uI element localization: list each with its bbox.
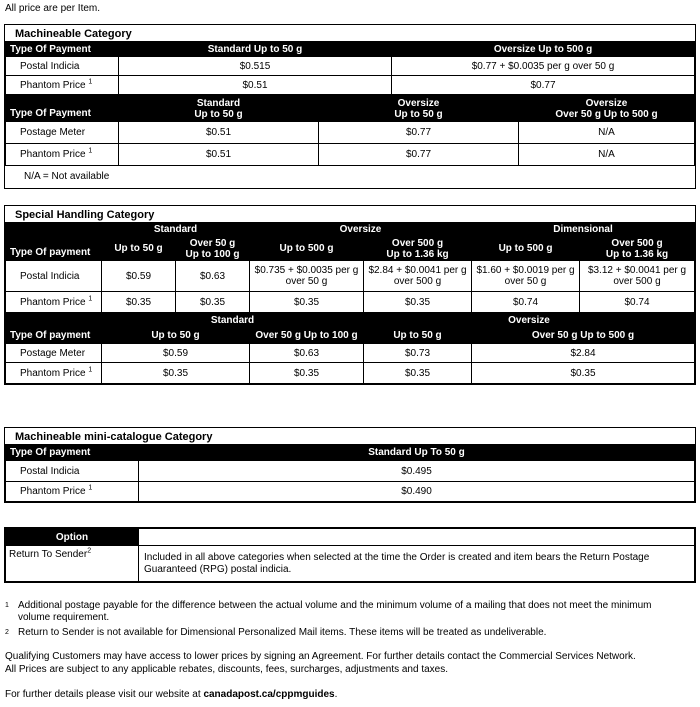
row-label: Phantom Price $^1$ [6,76,119,95]
header-type-of-payment: Type Of payment [6,314,102,344]
mini-catalogue-title: Machineable mini-catalogue Category [15,431,213,443]
price-cell: $0.74 [580,292,695,313]
price-cell: $0.35 [364,292,472,313]
price-cell: $0.515 [119,57,392,76]
header-over-500g: Over 500 g Up to 1.36 kg [580,237,695,261]
row-label: Postal Indicia [6,57,119,76]
price-cell: $0.51 [119,122,319,144]
price-cell: $0.35 [102,292,176,313]
price-cell: $0.35 [176,292,250,313]
website-link[interactable]: canadapost.ca/cppmguides [203,689,335,700]
price-cell: $0.63 [250,344,364,363]
header-oversize-over: Oversize Over 50 g Up to 500 g [519,96,695,122]
option-table [5,528,695,582]
special-table-1 [5,222,695,313]
machineable-table-2 [5,95,695,166]
price-cell: $0.35 [472,363,695,384]
header-over-50g: Over 50 g Up to 100 g [176,237,250,261]
price-cell: $0.77 [319,144,519,166]
header-over-500g: Over 500 g Up to 1.36 kg [364,237,472,261]
price-cell: $0.490 [139,482,695,502]
qualifying-note-2: All Prices are subject to any applicable rebates, discounts, fees, surcharges, adjustments and taxes. [5,664,449,675]
header-up-to-50g: Up to 50 g [102,328,250,344]
price-cell: $0.495 [139,461,695,482]
price-cell: $0.77 + $0.0035 per g over 50 g [392,57,695,76]
group-standard: Standard [102,314,364,328]
mini-catalogue-section [4,427,696,503]
price-cell: $0.35 [250,363,364,384]
option-section [4,527,696,583]
header-standard: Standard Up To 50 g [139,445,695,461]
header-type-of-payment: Type Of payment [6,223,102,261]
row-label: Phantom Price $^1$ [6,482,139,502]
header-type-of-payment: Type Of Payment [6,42,119,57]
intro-note: All price are per Item. [5,3,101,14]
price-cell: $0.59 [102,344,250,363]
header-over-50g-up-to-500g: Over 50 g Up to 500 g [472,328,695,344]
row-label: Postage Meter [6,122,119,144]
group-oversize: Oversize [364,314,695,328]
header-oversize: Oversize Up to 50 g [319,96,519,122]
header-oversize: Oversize Up to 500 g [392,42,695,57]
price-cell: $0.73 [364,344,472,363]
price-cell: $3.12 + $0.0041 per g over 500 g [580,261,695,292]
header-up-to-500g: Up to 500 g [472,237,580,261]
price-cell: $0.51 [119,144,319,166]
price-cell: $0.735 + $0.0035 per g over 50 g [250,261,364,292]
header-type-of-payment: Type Of payment [6,445,139,461]
price-cell: $0.35 [364,363,472,384]
qualifying-note-1: Qualifying Customers may have access to lower prices by signing an Agreement. For further details contact the Commercial Services Network. [5,651,636,662]
special-handling-section [4,205,696,385]
row-label: Postal Indicia [6,461,139,482]
price-cell: $0.35 [250,292,364,313]
group-dimensional: Dimensional [472,223,695,237]
price-cell: $0.77 [319,122,519,144]
row-label: Postage Meter [6,344,102,363]
header-standard: Standard Up to 50 g [119,42,392,57]
header-option: Option [6,529,139,546]
header-option-blank [139,529,695,546]
header-standard: Standard Up to 50 g [119,96,319,122]
footnote-2: 2 Return to Sender is not available for Dimensional Personalized Mail items. These items will be treated as undeliverable. [5,627,547,638]
na-note: N/A = Not available [24,171,110,182]
price-cell: $0.59 [102,261,176,292]
row-label: Phantom Price $^1$ [6,144,119,166]
price-cell: $0.35 [102,363,250,384]
header-up-to-50g: Up to 50 g [364,328,472,344]
price-cell: $0.77 [392,76,695,95]
group-oversize: Oversize [250,223,472,237]
group-standard: Standard [102,223,250,237]
header-up-to-50g: Up to 50 g [102,237,176,261]
header-up-to-500g: Up to 500 g [250,237,364,261]
machineable-title: Machineable Category [15,28,132,40]
price-cell: N/A [519,122,695,144]
header-type-of-payment: Type Of Payment [6,96,119,122]
row-label: Postal Indicia [6,261,102,292]
option-description: Included in all above categories when selected at the time the Order is created and item bears the Return Postage Guaranteed (RPG) postal indicia. [139,546,695,582]
price-cell: $2.84 + $0.0041 per g over 500 g [364,261,472,292]
price-cell: $2.84 [472,344,695,363]
website-note: For further details please visit our website at canadapost.ca/cppmguides. [5,689,338,700]
special-table-2 [5,313,695,384]
header-over-50g-up-to-100g: Over 50 g Up to 100 g [250,328,364,344]
price-cell: $0.63 [176,261,250,292]
footnote-1: 1 Additional postage payable for the difference between the actual volume and the minimum volume of a mailing that does not meet the minimum volume requirement. [5,600,652,623]
option-label: Return To Sender$^2$ [6,546,139,582]
special-handling-title: Special Handling Category [15,209,155,221]
row-label: Phantom Price $^1$ [6,363,102,384]
machineable-section [4,24,696,189]
price-cell: N/A [519,144,695,166]
mini-catalogue-table [5,444,695,502]
price-cell: $0.51 [119,76,392,95]
row-label: Phantom Price $^1$ [6,292,102,313]
price-cell: $1.60 + $0.0019 per g over 50 g [472,261,580,292]
price-cell: $0.74 [472,292,580,313]
machineable-table-1 [5,41,695,95]
